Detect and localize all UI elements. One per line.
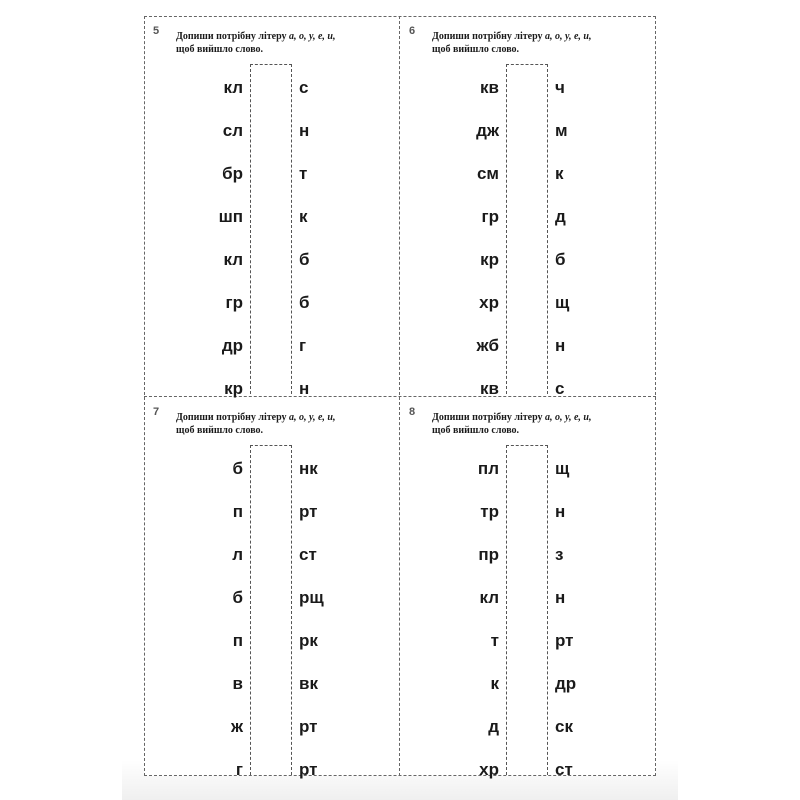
word-suffix: ст: [299, 545, 317, 564]
word-suffix: рт: [555, 631, 574, 650]
word-row: [400, 717, 655, 737]
word-suffix: др: [555, 674, 577, 693]
card-number: 6: [409, 25, 416, 37]
word-suffix: з: [555, 545, 564, 564]
word-row: [144, 717, 399, 737]
word-row: [400, 502, 655, 522]
word-suffix: ч: [555, 78, 565, 97]
word-prefix: кл: [223, 78, 243, 97]
card-number: 8: [409, 406, 416, 418]
instruction-letters: а, о, у, е, и,: [289, 31, 336, 42]
word-prefix: п: [232, 502, 243, 521]
word-suffix: к: [299, 207, 308, 226]
word-prefix: к: [490, 674, 499, 693]
instruction-letters: а, о, у, е, и,: [545, 31, 592, 42]
word-suffix: д: [555, 207, 566, 226]
word-suffix: ск: [555, 717, 573, 736]
word-row: [144, 379, 399, 399]
word-row: [400, 545, 655, 565]
word-prefix: хр: [479, 760, 499, 779]
word-suffix: м: [555, 121, 568, 140]
instruction-text: [432, 30, 647, 56]
word-suffix: рт: [299, 717, 318, 736]
word-row: [400, 164, 655, 184]
word-prefix: кр: [480, 250, 499, 269]
word-row: [144, 502, 399, 522]
word-prefix: л: [232, 545, 243, 564]
word-row: [144, 588, 399, 608]
word-row: [144, 78, 399, 98]
word-row: [400, 379, 655, 399]
word-row: [144, 164, 399, 184]
word-suffix: рт: [299, 502, 318, 521]
word-prefix: пл: [477, 459, 499, 478]
instruction-main: Допиши потрібну літеру: [176, 412, 287, 423]
card-number: 5: [153, 25, 160, 37]
word-prefix: дж: [476, 121, 499, 140]
instruction-main: Допиши потрібну літеру: [176, 31, 287, 42]
instruction-line2: щоб вийшло слово.: [432, 44, 520, 55]
word-suffix: г: [299, 336, 307, 355]
word-prefix: бр: [222, 164, 243, 183]
word-row: [400, 207, 655, 227]
word-prefix: г: [235, 760, 243, 779]
word-suffix: рт: [299, 760, 318, 779]
instruction-text: [176, 30, 391, 56]
instruction-text: [432, 411, 647, 437]
instruction-letters: а, о, у, е, и,: [545, 412, 592, 423]
word-prefix: кл: [223, 250, 243, 269]
word-row: [144, 121, 399, 141]
word-prefix: д: [488, 717, 499, 736]
word-prefix: пр: [478, 545, 499, 564]
word-row: [144, 760, 399, 780]
word-prefix: кл: [479, 588, 499, 607]
word-row: [400, 250, 655, 270]
word-row: [400, 631, 655, 651]
word-prefix: жб: [476, 336, 499, 355]
word-row: [144, 207, 399, 227]
word-suffix: т: [299, 164, 308, 183]
word-prefix: ж: [230, 717, 243, 736]
word-prefix: гр: [225, 293, 243, 312]
word-row: [400, 588, 655, 608]
word-prefix: б: [232, 459, 243, 478]
instruction-line2: щоб вийшло слово.: [432, 425, 520, 436]
word-suffix: ст: [555, 760, 573, 779]
instruction-text: [176, 411, 391, 437]
word-prefix: см: [476, 164, 499, 183]
word-suffix: н: [555, 502, 566, 521]
word-row: [144, 545, 399, 565]
instruction-letters: а, о, у, е, и,: [289, 412, 336, 423]
word-row: [400, 760, 655, 780]
word-prefix: кв: [480, 379, 499, 398]
instruction-line2: щоб вийшло слово.: [176, 425, 264, 436]
word-prefix: др: [221, 336, 243, 355]
word-row: [400, 336, 655, 356]
word-prefix: гр: [481, 207, 499, 226]
card-number: 7: [153, 406, 160, 418]
word-suffix: б: [555, 250, 566, 269]
word-suffix: к: [555, 164, 564, 183]
word-row: [144, 336, 399, 356]
word-suffix: н: [299, 121, 310, 140]
exercise-card-5: [144, 16, 399, 396]
word-row: [400, 674, 655, 694]
word-suffix: б: [299, 293, 310, 312]
word-suffix: рщ: [299, 588, 324, 607]
exercise-card-6: [400, 16, 655, 396]
word-prefix: б: [232, 588, 243, 607]
word-suffix: н: [299, 379, 310, 398]
word-prefix: п: [232, 631, 243, 650]
word-suffix: щ: [555, 293, 570, 312]
word-prefix: шп: [218, 207, 243, 226]
word-prefix: в: [232, 674, 243, 693]
word-suffix: с: [299, 78, 309, 97]
word-row: [144, 674, 399, 694]
word-prefix: тр: [480, 502, 499, 521]
word-suffix: щ: [555, 459, 570, 478]
word-suffix: рк: [299, 631, 318, 650]
word-row: [144, 293, 399, 313]
word-prefix: хр: [479, 293, 499, 312]
word-row: [400, 121, 655, 141]
word-prefix: сл: [222, 121, 243, 140]
word-row: [400, 78, 655, 98]
word-row: [144, 250, 399, 270]
exercise-card-7: [144, 397, 399, 777]
instruction-main: Допиши потрібну літеру: [432, 412, 543, 423]
word-prefix: т: [490, 631, 499, 650]
word-row: [144, 459, 399, 479]
word-suffix: с: [555, 379, 565, 398]
instruction-main: Допиши потрібну літеру: [432, 31, 543, 42]
word-suffix: нк: [299, 459, 318, 478]
word-prefix: кр: [224, 379, 243, 398]
word-prefix: кв: [480, 78, 499, 97]
word-suffix: б: [299, 250, 310, 269]
word-suffix: н: [555, 336, 566, 355]
word-row: [400, 459, 655, 479]
word-row: [400, 293, 655, 313]
exercise-card-8: [400, 397, 655, 777]
word-suffix: н: [555, 588, 566, 607]
word-row: [144, 631, 399, 651]
instruction-line2: щоб вийшло слово.: [176, 44, 264, 55]
word-suffix: вк: [299, 674, 318, 693]
